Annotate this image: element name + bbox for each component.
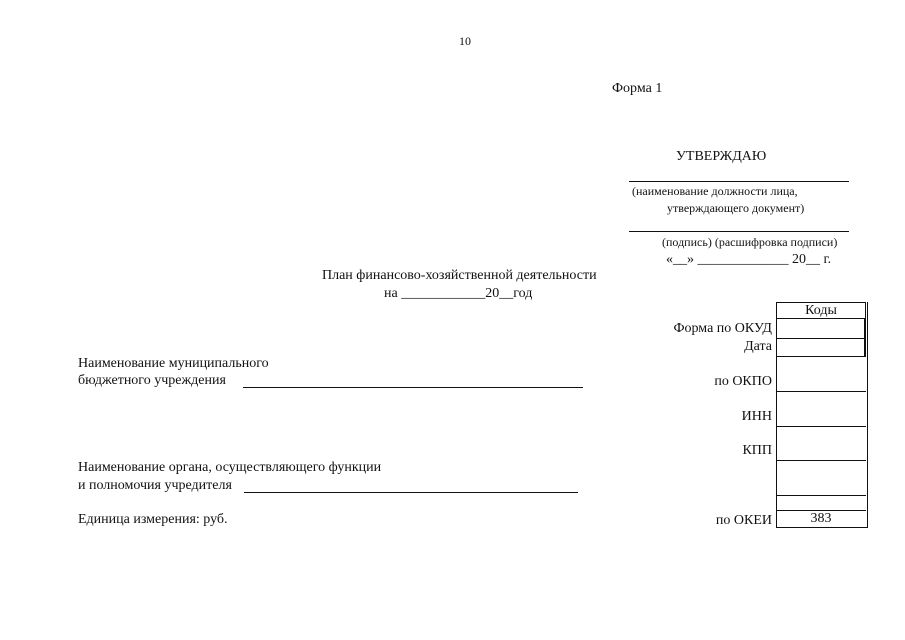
founder-label-1: Наименование органа, осуществляющего функции [78,460,382,475]
unit-label: Единица измерения: руб. [78,512,228,527]
plan-year: на ____________20__год [384,286,533,301]
founder-label-2: и полномочия учредителя [78,478,232,493]
approval-date: «__» _____________ 20__ г. [666,252,832,267]
signature-caption: (подпись) (расшифровка подписи) [662,235,838,249]
row-divider-inn [776,391,866,392]
okei-value: 383 [810,511,832,526]
form-label: Форма 1 [612,81,663,96]
okpo-label: по ОКПО [714,374,772,389]
institution-input-line [243,387,583,388]
page-number: 10 [459,34,471,48]
codes-header: Коды [776,302,866,319]
row-divider-date [776,338,866,339]
okei-label: по ОКЕИ [715,513,772,528]
kpp-label: КПП [742,443,772,458]
row-divider-kpp-bottom [776,460,866,461]
founder-input-line [244,492,578,493]
institution-label-1: Наименование муниципального [78,356,269,371]
approval-title: УТВЕРЖДАЮ [676,149,767,164]
plan-title: План финансово-хозяйственной деятельности [322,268,597,283]
position-line [629,181,849,182]
row-divider-kpp [776,426,866,427]
inn-label: ИНН [741,409,772,424]
institution-label-2: бюджетного учреждения [78,373,226,388]
signature-line [629,231,849,232]
date-label: Дата [744,339,772,354]
okud-label: Форма по ОКУД [673,321,772,336]
row-divider-okpo [776,356,866,357]
position-caption-2: утверждающего документ) [667,201,805,215]
position-caption-1: (наименование должности лица, [632,184,798,198]
row-divider-okei [776,495,866,496]
